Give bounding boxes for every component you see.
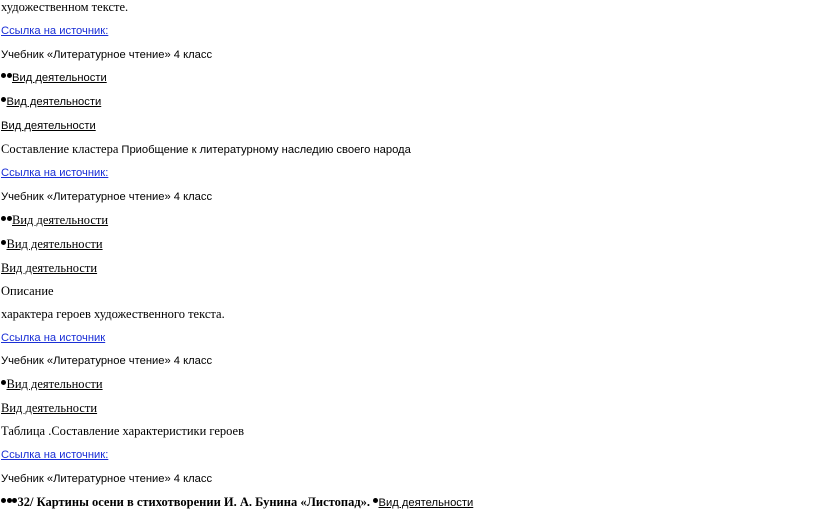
activity-line [1, 71, 107, 86]
bullet-icon [1, 216, 6, 221]
bullet-icon [1, 380, 6, 385]
bullet-icon [1, 73, 6, 78]
activity-link[interactable]: Вид деятельности [378, 497, 474, 509]
activity-link[interactable]: Вид деятельности [6, 96, 102, 108]
activity-link[interactable]: Вид деятельности [1, 401, 98, 415]
activity-line [1, 95, 101, 110]
cluster-line [1, 142, 411, 158]
activity-link[interactable]: Вид деятельности [1, 120, 96, 132]
text-line: Таблица .Составление характеристики героев [1, 424, 245, 438]
activity-link[interactable]: Вид деятельности [12, 72, 107, 84]
source-link[interactable]: Ссылка на источник: [1, 167, 109, 179]
source-link[interactable]: Ссылка на источник: [1, 25, 109, 37]
textbook-reference: Учебник «Литературное чтение» 4 класс [1, 49, 213, 61]
bullet-icon [7, 216, 12, 221]
text-line: художественном тексте. [1, 0, 129, 14]
activity-line [1, 237, 103, 252]
activity-line [1, 401, 97, 416]
activity-link[interactable]: Вид деятельности [1, 261, 98, 275]
activity-link[interactable]: Вид деятельности [6, 377, 103, 391]
lesson-line [1, 495, 473, 511]
text-line: Описание [1, 284, 54, 298]
bullet-icon [373, 498, 378, 503]
source-link[interactable]: Ссылка на источник: [1, 449, 109, 461]
text-line: характера героев художественного текста. [1, 307, 225, 321]
heritage-text: Приобщение к литературному наследию своего народа [121, 144, 411, 156]
activity-link[interactable]: Вид деятельности [6, 237, 103, 251]
bullet-icon [12, 498, 17, 503]
activity-line [1, 261, 97, 276]
bullet-icon [1, 240, 6, 245]
textbook-reference: Учебник «Литературное чтение» 4 класс [1, 355, 213, 367]
activity-link[interactable]: Вид деятельности [12, 213, 109, 227]
activity-line [1, 213, 108, 228]
lesson-title: 32/ Картины осени в стихотворении И. А. Бунина «Листопад». [17, 495, 371, 509]
textbook-reference: Учебник «Литературное чтение» 4 класс [1, 473, 213, 485]
activity-line [1, 377, 103, 392]
bullet-icon [1, 97, 6, 102]
bullet-icon [7, 498, 12, 503]
bullet-icon [7, 73, 12, 78]
bullet-icon [1, 498, 6, 503]
activity-line [1, 119, 96, 134]
source-link[interactable]: Ссылка на источник [1, 332, 106, 344]
textbook-reference: Учебник «Литературное чтение» 4 класс [1, 191, 213, 203]
cluster-text: Составление кластера [1, 142, 119, 156]
